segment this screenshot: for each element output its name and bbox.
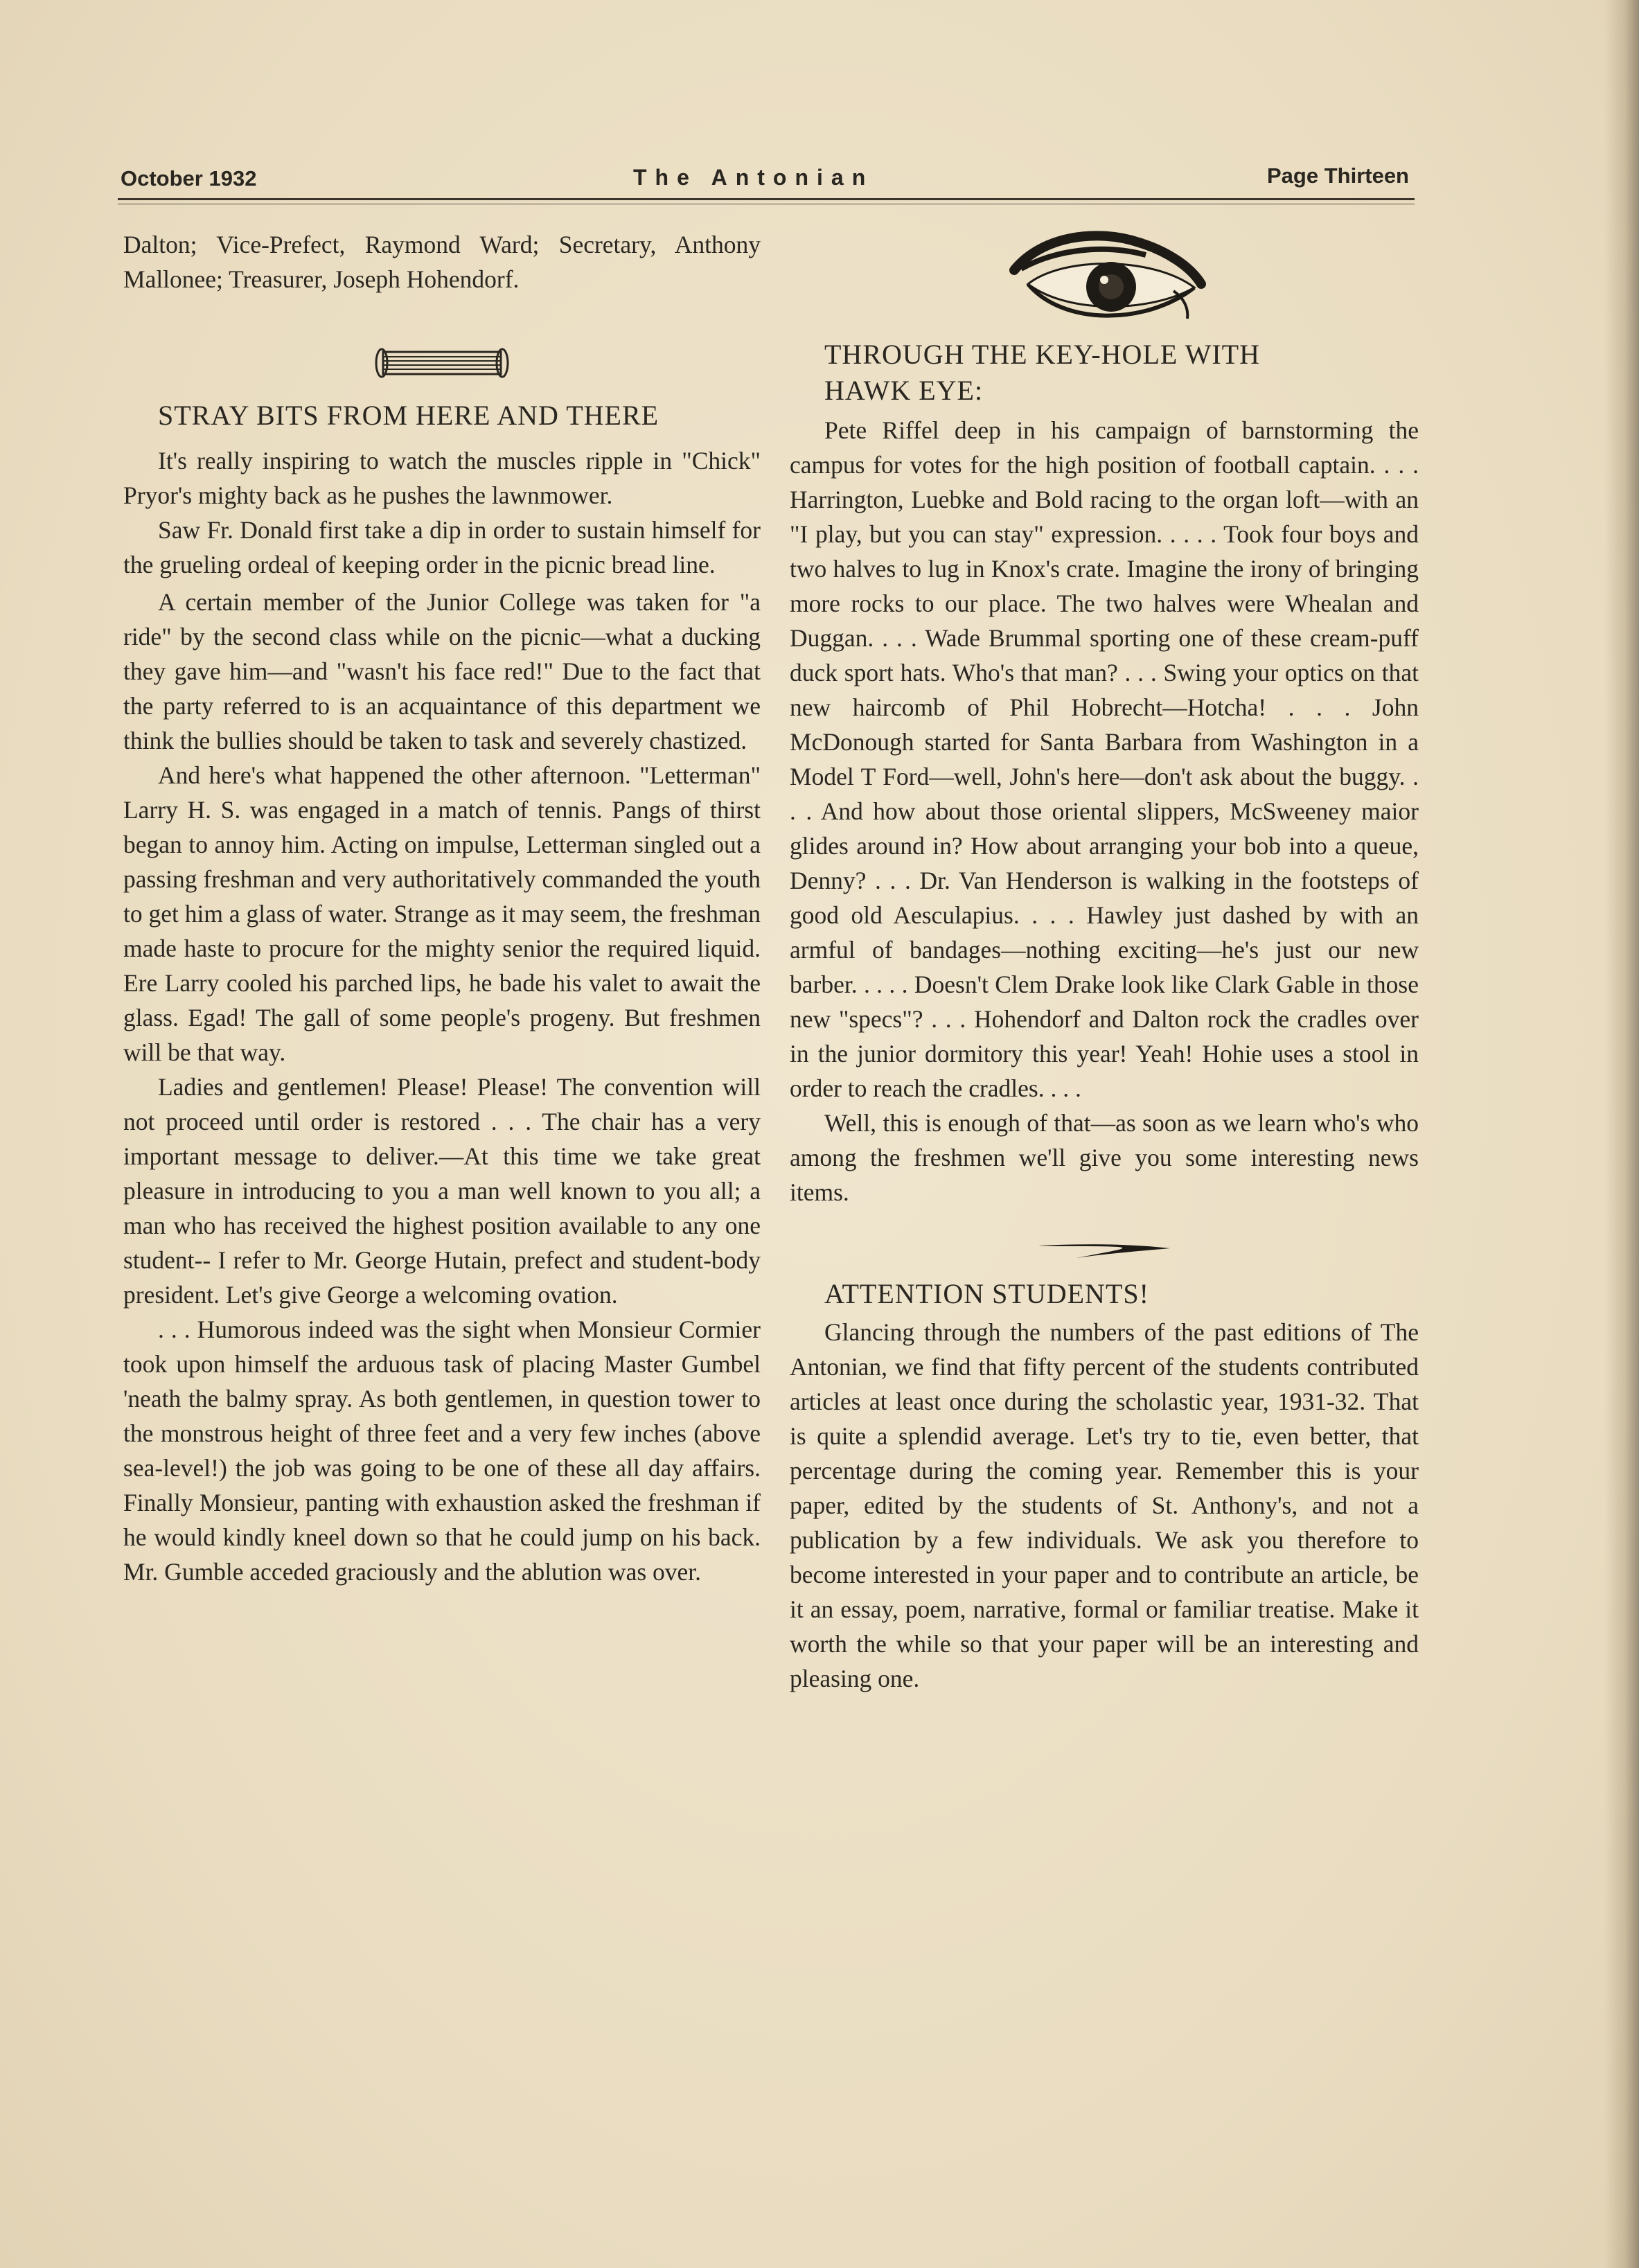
eye-icon	[1000, 229, 1208, 333]
paragraph-attention-students: Glancing through the numbers of the past editions of The Antonian, we find that fifty percent of the students contributed articles at least once during the scholastic year, 1931-32. That is quite a splendid average. Let's try to tie, even better, that percentage during the coming year. Remember this is your paper, edited by the students of St. Anthony's, and not a publication by a few individuals. We ask you therefore to become interested in your paper and to contribute an article, be it an essay, poem, narrative, formal or familiar treatise. Make it worth the while so that your paper will be an interesting and pleasing one.	[790, 1318, 1419, 1692]
header-rule	[118, 198, 1415, 200]
page-edge-shadow	[1604, 0, 1639, 2268]
paragraph-lawnmower: It's really inspiring to watch the muscles ripple in "Chick" Pryor's mighty back as he pushes the lawnmower.	[123, 447, 761, 509]
attention-students-heading: ATTENTION STUDENTS!	[824, 1278, 1149, 1309]
stray-bits-heading: STRAY BITS FROM HERE AND THERE	[158, 400, 659, 431]
paragraph-monsieur-cormier: . . . Humorous indeed was the sight when Monsieur Cormier took upon himself the arduous task of placing Master Gumbel 'neath the balmy spray. As both gentlemen, in question tower to the monstrous height of three feet and a very few inches (above sea-level!) the job was going to be one of these all day affairs. Finally Monsieur, panting with exhaustion asked the freshman if he would kindly kneel down so that he could jump on his back. Mr. Gumble acceded graciously and the ablution was over.	[123, 1315, 761, 1586]
paragraph-letterman: And here's what happened the other afternoon. "Letterman" Larry H. S. was engaged in a match of tennis. Pangs of thirst began to annoy him. Acting on impulse, Letterman singled out a passing freshman and very authoritatively commanded the youth to get him a glass of water. Strange as it may seem, the freshman made haste to procure for the mighty senior the required liquid. Ere Larry cooled his parched lips, he bade his valet to await the glass. Egad! The gall of some people's progeny. But freshmen will be that way.	[123, 761, 761, 1066]
publication-title: The Antonian	[633, 165, 874, 190]
scroll-ornament-icon	[369, 342, 515, 384]
paragraph-hawk-eye: Pete Riffel deep in his campaign of barnstorming the campus for votes for the high position of football captain. . . . Harrington, Luebke and Bold racing to the organ loft—with an "I play, but you can stay" expression. . . . . Took four boys and two halves to lug in Knox's crate. Imagine the irony of bringing more rocks to our place. The two halves were Whealan and Duggan. . . . Wade Brummal sporting one of these cream-puff duck sport hats. Who's that man? . . . Swing your optics on that new haircomb of Phil Hobrecht—Hotcha! . . . John McDonough started for Santa Barbara from Washington in a Model T Ford—well, John's here—don't ask about the buggy. . . . And how about those oriental slippers, McSweeney maior glides around in? How about arranging your bob into a queue, Denny? . . . Dr. Van Henderson is walking in the footsteps of good old Aesculapius. . . . Hawley just dashed by with an armful of bandages—nothing exciting—he's just our new barber. . . . . Doesn't Clem Drake look like Clark Gable in those new "specs"? . . . Hohendorf and Dalton rock the cradles over in the junior dormitory this year! Yeah! Hohie uses a stool in order to reach the cradles. . . .	[790, 416, 1419, 1102]
left-column	[123, 227, 761, 1589]
keyhole-heading-line1: THROUGH THE KEY-HOLE WITH	[824, 339, 1260, 370]
paragraph-bread-line: Saw Fr. Donald first take a dip in order to sustain himself for the grueling ordeal of keeping order in the picnic bread line.	[123, 516, 761, 578]
page-number: Page Thirteen	[1267, 163, 1409, 188]
page-header	[121, 161, 1409, 200]
keyhole-heading-line2: HAWK EYE:	[824, 375, 984, 406]
right-column	[790, 227, 1419, 1696]
paragraph-junior-college: A certain member of the Junior College was taken for "a ride" by the second class while on the picnic—what a ducking they gave him—and "wasn't his face red!" Due to the fact that the party referred to is an acquaintance of this department we think the bullies should be taken to task and severely chastized.	[123, 588, 761, 754]
issue-date: October 1932	[121, 166, 257, 191]
intro-paragraph: Dalton; Vice-Prefect, Raymond Ward; Secretary, Anthony Mallonee; Treasurer, Joseph Hohendorf.	[123, 231, 761, 293]
paragraph-well-enough: Well, this is enough of that—as soon as we learn who's who among the freshmen we'll give you some interesting news items.	[790, 1109, 1419, 1206]
swash-ornament-icon	[1035, 1237, 1173, 1261]
paragraph-convention: Ladies and gentlemen! Please! Please! The convention will not proceed until order is restored . . . The chair has a very important message to deliver.—At this time we take great pleasure in introducing to you a man well known to you all; a man who has received the highest position available to any one student-- I refer to Mr. George Hutain, prefect and student-body president. Let's give George a welcoming ovation.	[123, 1073, 761, 1309]
